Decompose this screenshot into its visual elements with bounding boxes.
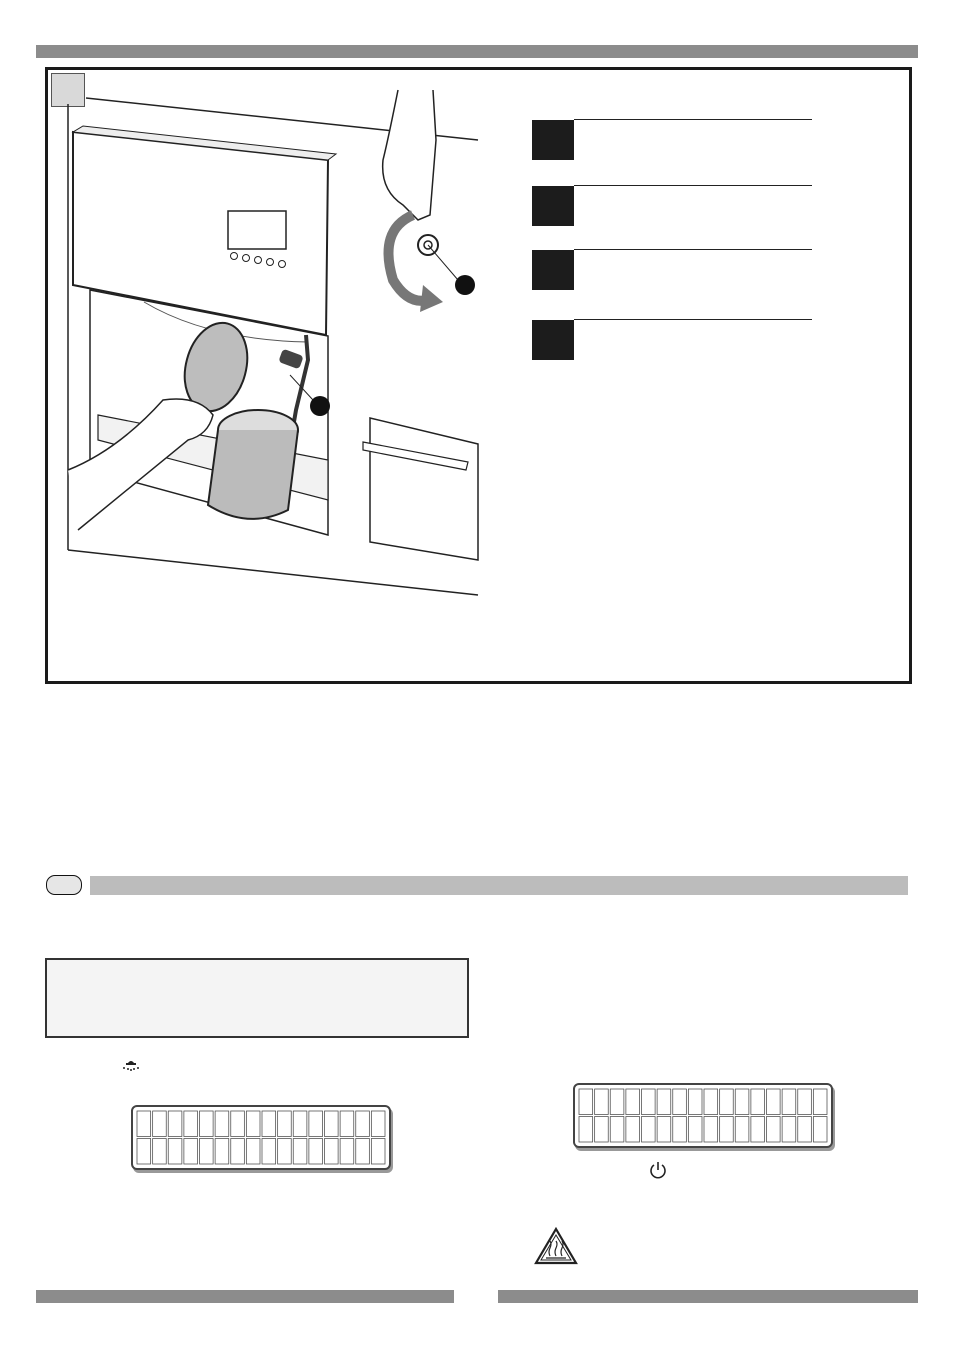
lcd-cell [782, 1117, 796, 1143]
lcd-cell [595, 1089, 609, 1115]
lcd-cell [153, 1139, 167, 1165]
lcd-cell [340, 1139, 354, 1165]
power-icon [649, 1160, 667, 1180]
lcd-cell [813, 1117, 827, 1143]
lcd-cell [246, 1111, 260, 1137]
lcd-cell [720, 1089, 734, 1115]
lcd-cell [657, 1117, 671, 1143]
step-line-3 [574, 249, 812, 250]
lcd-cell [673, 1117, 687, 1143]
lcd-cell [325, 1111, 339, 1137]
lcd-cell [137, 1139, 151, 1165]
lcd-cell [153, 1111, 167, 1137]
lcd-cell [688, 1117, 702, 1143]
lcd-cell [813, 1089, 827, 1115]
steam-dispense-icon [120, 1057, 142, 1073]
lcd-cell [735, 1117, 749, 1143]
lcd-cell [720, 1117, 734, 1143]
note-box [45, 958, 469, 1038]
illustration-frame [45, 67, 912, 684]
coffee-machine-illustration [58, 80, 483, 610]
display-left [131, 1105, 391, 1170]
footer-rule-left [36, 1290, 454, 1303]
lcd-cell [231, 1139, 245, 1165]
lcd-cell [610, 1089, 624, 1115]
lcd-cell [184, 1111, 198, 1137]
lcd-cell [798, 1089, 812, 1115]
lcd-cell [293, 1139, 307, 1165]
lcd-cell [579, 1117, 593, 1143]
header-rule [36, 45, 918, 58]
lcd-cell [340, 1111, 354, 1137]
machine-display [228, 211, 286, 249]
step-line-2 [574, 185, 812, 186]
section-language-badge [46, 875, 82, 895]
lcd-cell [579, 1089, 593, 1115]
callout-2 [310, 396, 330, 416]
display-right [573, 1083, 833, 1148]
lcd-cell [356, 1111, 370, 1137]
lcd-cell [137, 1111, 151, 1137]
step-box-3 [532, 250, 574, 290]
lcd-cell [325, 1139, 339, 1165]
lcd-cell [168, 1139, 182, 1165]
lcd-cell [231, 1111, 245, 1137]
lcd-cell [751, 1089, 765, 1115]
footer-rule-right [498, 1290, 918, 1303]
lcd-cell [626, 1089, 640, 1115]
lcd-cell [246, 1139, 260, 1165]
section-heading-bar [90, 876, 908, 895]
lcd-cell [642, 1089, 656, 1115]
lcd-cell [782, 1089, 796, 1115]
hot-surface-warning-icon [534, 1227, 578, 1265]
lcd-cell [309, 1139, 323, 1165]
lcd-cell [262, 1139, 276, 1165]
lcd-cell [262, 1111, 276, 1137]
lcd-cell [309, 1111, 323, 1137]
lcd-cell [215, 1139, 229, 1165]
lcd-cell [278, 1111, 292, 1137]
lcd-cell [371, 1139, 385, 1165]
lcd-cell [751, 1117, 765, 1143]
lcd-cell [704, 1117, 718, 1143]
step-box-2 [532, 186, 574, 226]
step-box-1 [532, 120, 574, 160]
lcd-cell [215, 1111, 229, 1137]
lcd-cell [767, 1089, 781, 1115]
lcd-cell [356, 1139, 370, 1165]
lcd-cell [673, 1089, 687, 1115]
lcd-cell [704, 1089, 718, 1115]
lcd-cell [626, 1117, 640, 1143]
lcd-cell [278, 1139, 292, 1165]
lcd-cell [184, 1139, 198, 1165]
lcd-cell [293, 1111, 307, 1137]
step-line-1 [574, 119, 812, 120]
lcd-cell [200, 1111, 214, 1137]
lcd-cell [200, 1139, 214, 1165]
lcd-cell [595, 1117, 609, 1143]
step-box-4 [532, 320, 574, 360]
lcd-cell [371, 1111, 385, 1137]
step-line-4 [574, 319, 812, 320]
lcd-cell [688, 1089, 702, 1115]
lcd-cell [610, 1117, 624, 1143]
lcd-cell [735, 1089, 749, 1115]
lcd-cell [657, 1089, 671, 1115]
lcd-cell [798, 1117, 812, 1143]
lcd-cell [767, 1117, 781, 1143]
lcd-cell [642, 1117, 656, 1143]
callout-1 [455, 275, 475, 295]
lcd-cell [168, 1111, 182, 1137]
